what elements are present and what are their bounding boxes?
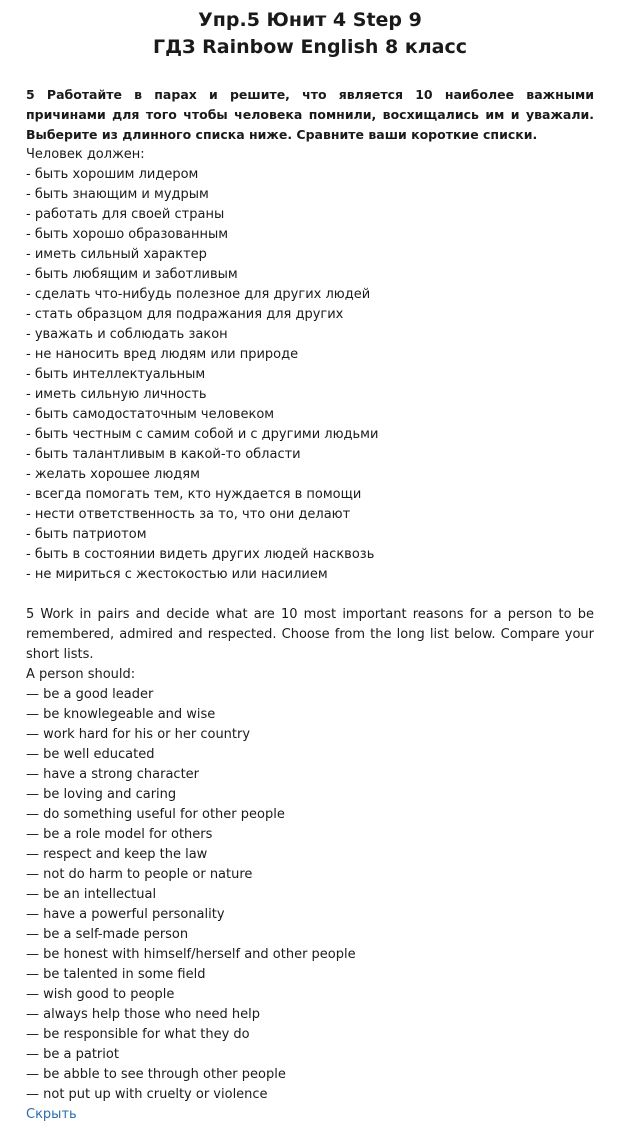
list-item: — be a self-made person bbox=[26, 927, 189, 942]
list-item: - нести ответственность за то, что они делают bbox=[26, 507, 351, 522]
list-item: - быть честным с самим собой и с другими людьми bbox=[26, 427, 379, 442]
list-item: — be responsible for what they do bbox=[26, 1027, 250, 1042]
list-item: — not do harm to people or nature bbox=[26, 867, 253, 882]
list-item: — be a good leader bbox=[26, 687, 154, 702]
russian-list bbox=[26, 165, 594, 585]
list-item: — be a patriot bbox=[26, 1047, 119, 1062]
list-item: — respect and keep the law bbox=[26, 847, 208, 862]
list-item: - быть хорошим лидером bbox=[26, 167, 199, 182]
english-list-lead: A person should: bbox=[26, 667, 136, 682]
list-item: — be abble to see through other people bbox=[26, 1067, 286, 1082]
russian-task-text: 5 Работайте в парах и решите, что является 10 наиболее важными причинами для того чтобы человека помнили, восхищались им и уважали. Выберите из длинного списка ниже. Сравните ваши короткие списки. bbox=[26, 87, 594, 142]
list-item: — work hard for his or her country bbox=[26, 727, 251, 742]
list-item: — have a powerful personality bbox=[26, 907, 225, 922]
list-item: - иметь сильный характер bbox=[26, 247, 207, 262]
hide-link[interactable]: Скрыть bbox=[26, 1107, 77, 1122]
exercise-content bbox=[26, 85, 594, 1125]
list-item: - быть патриотом bbox=[26, 527, 147, 542]
list-item: — wish good to people bbox=[26, 987, 175, 1002]
english-list bbox=[26, 685, 594, 1105]
english-section bbox=[26, 605, 594, 1105]
list-item: — be loving and caring bbox=[26, 787, 177, 802]
list-item: — be an intellectual bbox=[26, 887, 157, 902]
list-item: — be well educated bbox=[26, 747, 155, 762]
list-item: — have a strong character bbox=[26, 767, 200, 782]
list-item: - быть интеллектуальным bbox=[26, 367, 206, 382]
list-item: - не наносить вред людям или природе bbox=[26, 347, 299, 362]
list-item: - иметь сильную личность bbox=[26, 387, 207, 402]
list-item: - стать образцом для подражания для других bbox=[26, 307, 344, 322]
list-item: — be knowlegeable and wise bbox=[26, 707, 216, 722]
list-item: - быть хорошо образованным bbox=[26, 227, 229, 242]
list-item: — not put up with cruelty or violence bbox=[26, 1087, 268, 1102]
title-line-2: ГДЗ Rainbow English 8 класс bbox=[152, 36, 468, 58]
list-item: - работать для своей страны bbox=[26, 207, 225, 222]
list-item: - сделать что-нибудь полезное для других людей bbox=[26, 287, 371, 302]
list-item: — be talented in some field bbox=[26, 967, 206, 982]
russian-list-lead: Человек должен: bbox=[26, 147, 145, 162]
list-item: - быть в состоянии видеть других людей насквозь bbox=[26, 547, 375, 562]
list-item: - всегда помогать тем, кто нуждается в помощи bbox=[26, 487, 362, 502]
list-item: — be honest with himself/herself and other people bbox=[26, 947, 356, 962]
list-item: - быть самодостаточным человеком bbox=[26, 407, 275, 422]
list-item: - уважать и соблюдать закон bbox=[26, 327, 228, 342]
page-title bbox=[26, 0, 594, 61]
list-item: - желать хорошее людям bbox=[26, 467, 200, 482]
title-line-1: Упр.5 Юнит 4 Step 9 bbox=[198, 9, 422, 31]
english-task-text: 5 Work in pairs and decide what are 10 most important reasons for a person to be remembered, admired and respected. Choose from the long list below. Compare your short lists. bbox=[26, 607, 594, 662]
list-item: - быть знающим и мудрым bbox=[26, 187, 209, 202]
list-item: — always help those who need help bbox=[26, 1007, 261, 1022]
list-item: - быть талантливым в какой-то области bbox=[26, 447, 301, 462]
list-item: — do something useful for other people bbox=[26, 807, 285, 822]
list-item: - не мириться с жестокостью или насилием bbox=[26, 567, 328, 582]
list-item: - быть любящим и заботливым bbox=[26, 267, 238, 282]
list-item: — be a role model for others bbox=[26, 827, 213, 842]
